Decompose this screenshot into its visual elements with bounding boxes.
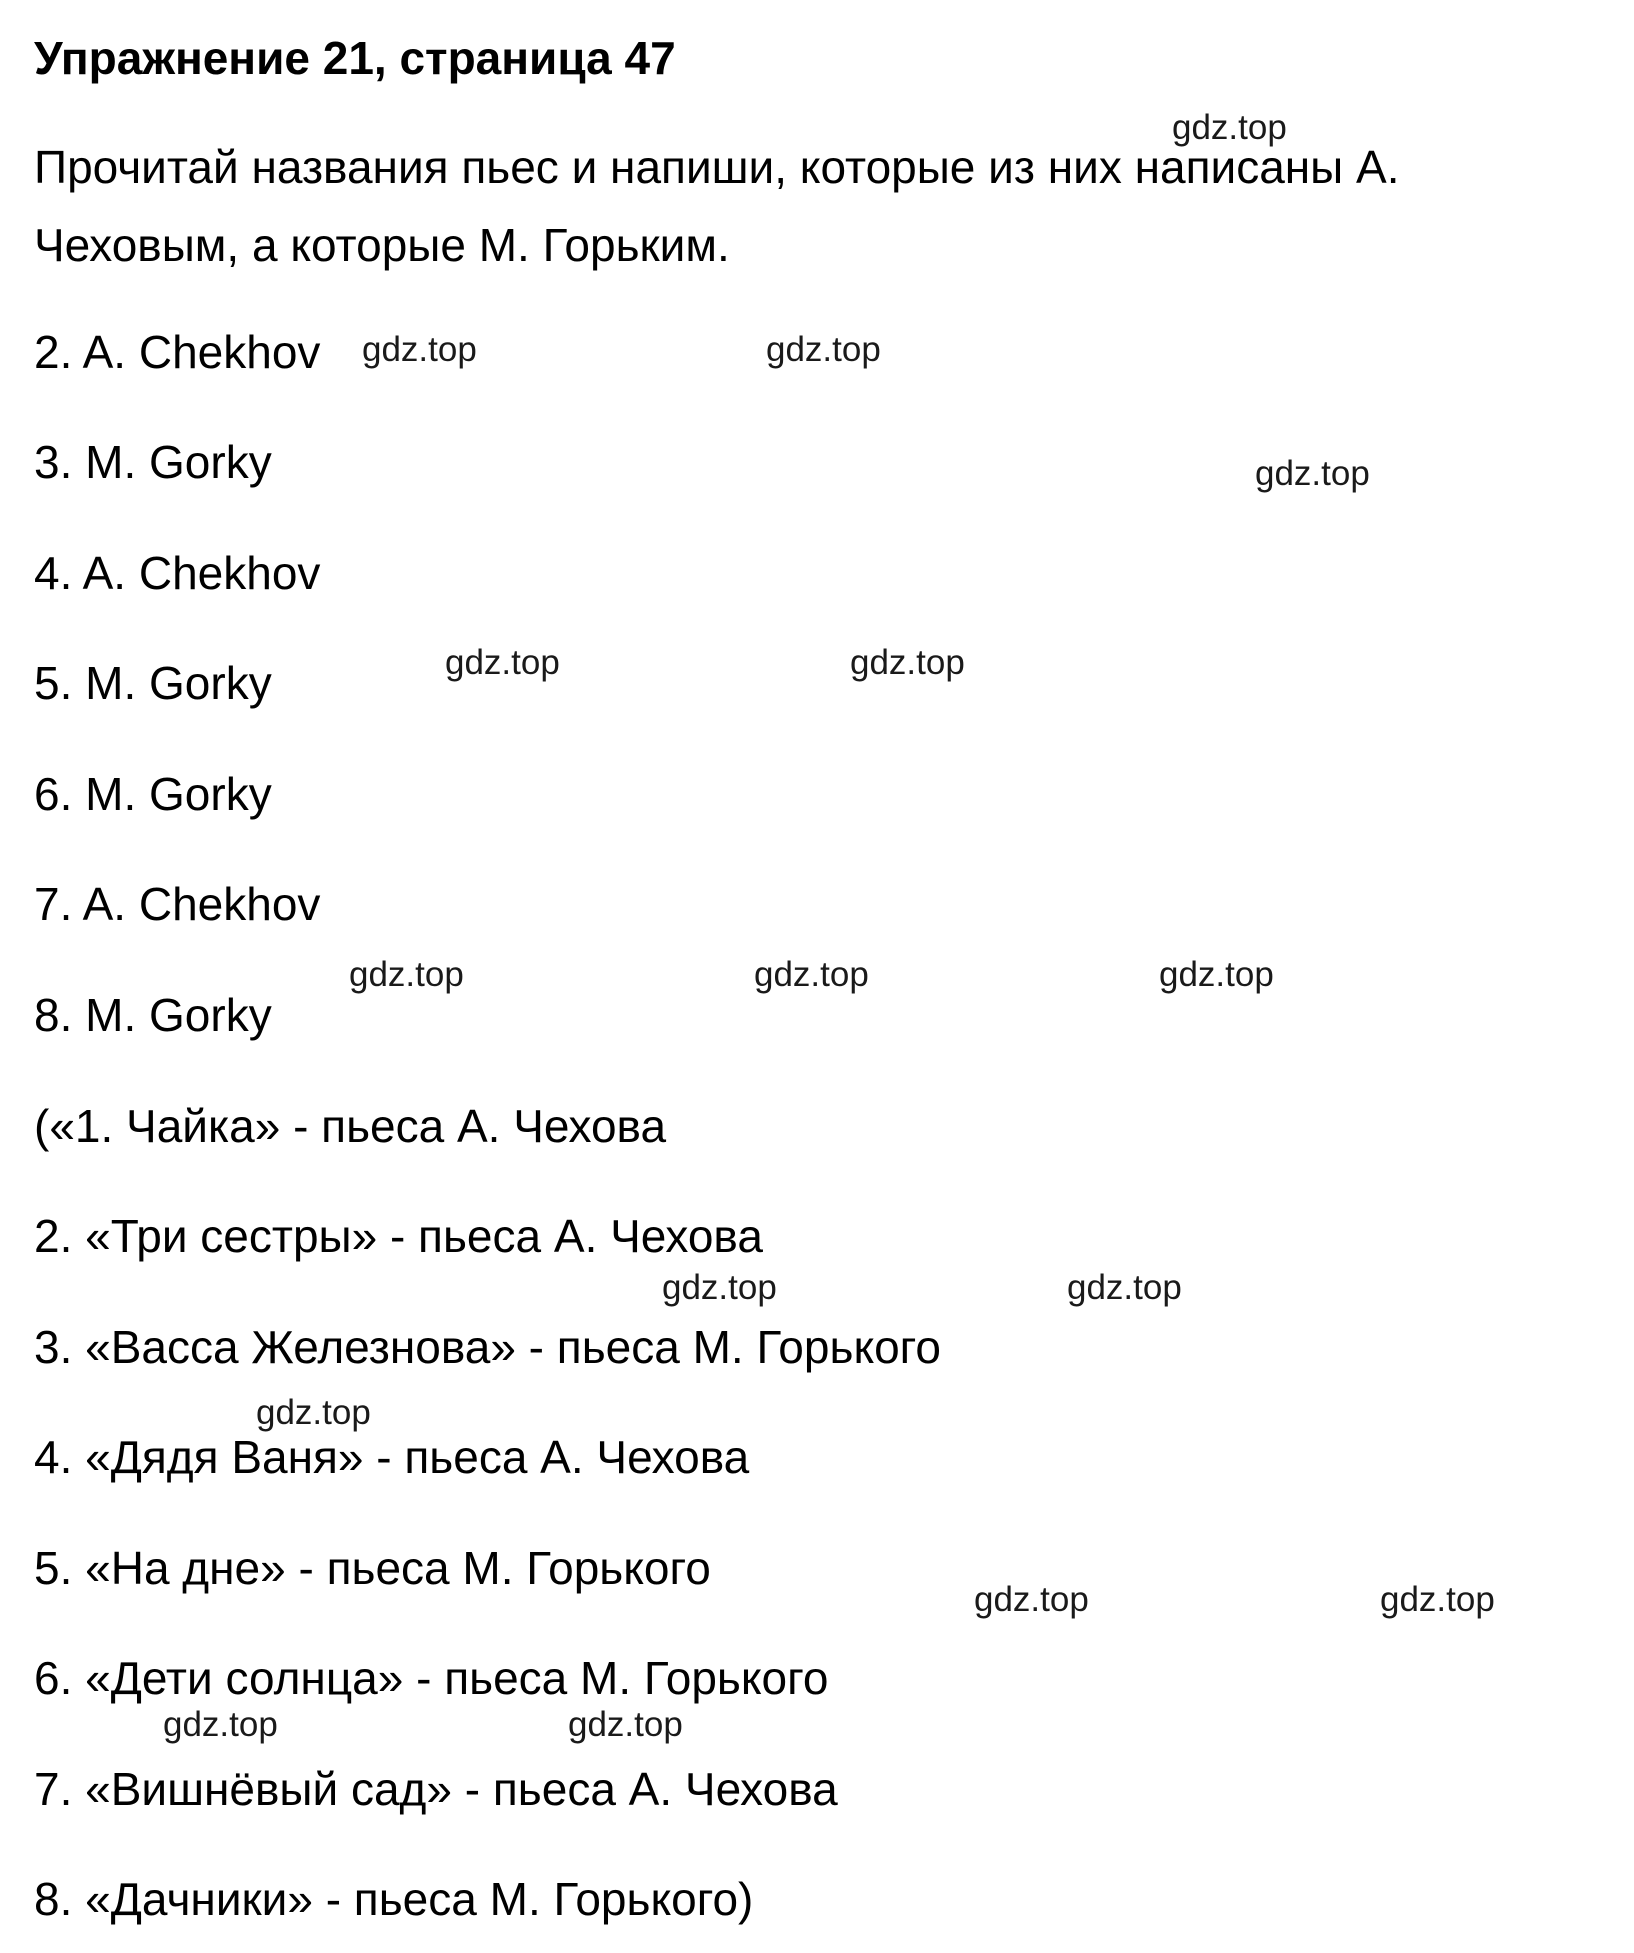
watermark: gdz.top (349, 955, 464, 994)
task-line-1: Прочитай названия пьес и напиши, которые из них написаны А. (34, 141, 1400, 193)
watermark: gdz.top (362, 330, 477, 369)
exercise-title: Упражнение 21, страница 47 (34, 32, 676, 84)
translation-item: 6. «Дети солнца» - пьеса М. Горького (34, 1652, 829, 1704)
watermark: gdz.top (662, 1268, 777, 1307)
watermark: gdz.top (1172, 108, 1287, 147)
translation-item: 7. «Вишнёвый сад» - пьеса А. Чехова (34, 1763, 838, 1815)
watermark: gdz.top (1159, 955, 1274, 994)
translation-item: 3. «Васса Железнова» - пьеса М. Горького (34, 1321, 942, 1373)
answer-item: 7. A. Chekhov (34, 878, 321, 930)
answer-item: 6. M. Gorky (34, 768, 272, 820)
translation-item: 4. «Дядя Ваня» - пьеса А. Чехова (34, 1431, 750, 1483)
translation-item: 8. «Дачники» - пьеса М. Горького) (34, 1873, 754, 1925)
watermark: gdz.top (568, 1705, 683, 1744)
watermark: gdz.top (445, 643, 560, 682)
translation-item: 2. «Три сестры» - пьеса А. Чехова (34, 1210, 763, 1262)
watermark: gdz.top (1067, 1268, 1182, 1307)
answer-item: 4. A. Chekhov (34, 547, 321, 599)
watermark: gdz.top (850, 643, 965, 682)
watermark: gdz.top (163, 1705, 278, 1744)
answer-item: 3. M. Gorky (34, 436, 272, 488)
watermark: gdz.top (1380, 1580, 1495, 1619)
answer-item: 8. M. Gorky (34, 989, 272, 1041)
translation-item: («1. Чайка» - пьеса А. Чехова (34, 1100, 667, 1152)
watermark: gdz.top (766, 330, 881, 369)
watermark: gdz.top (256, 1393, 371, 1432)
task-text (34, 128, 1624, 284)
watermark: gdz.top (1255, 454, 1370, 493)
answer-item: 2. A. Chekhov (34, 326, 321, 378)
watermark: gdz.top (754, 955, 869, 994)
answer-item: 5. M. Gorky (34, 657, 272, 709)
watermark: gdz.top (974, 1580, 1089, 1619)
task-line-2: Чеховым, а которые М. Горьким. (34, 219, 730, 271)
translation-item: 5. «На дне» - пьеса М. Горького (34, 1542, 711, 1594)
